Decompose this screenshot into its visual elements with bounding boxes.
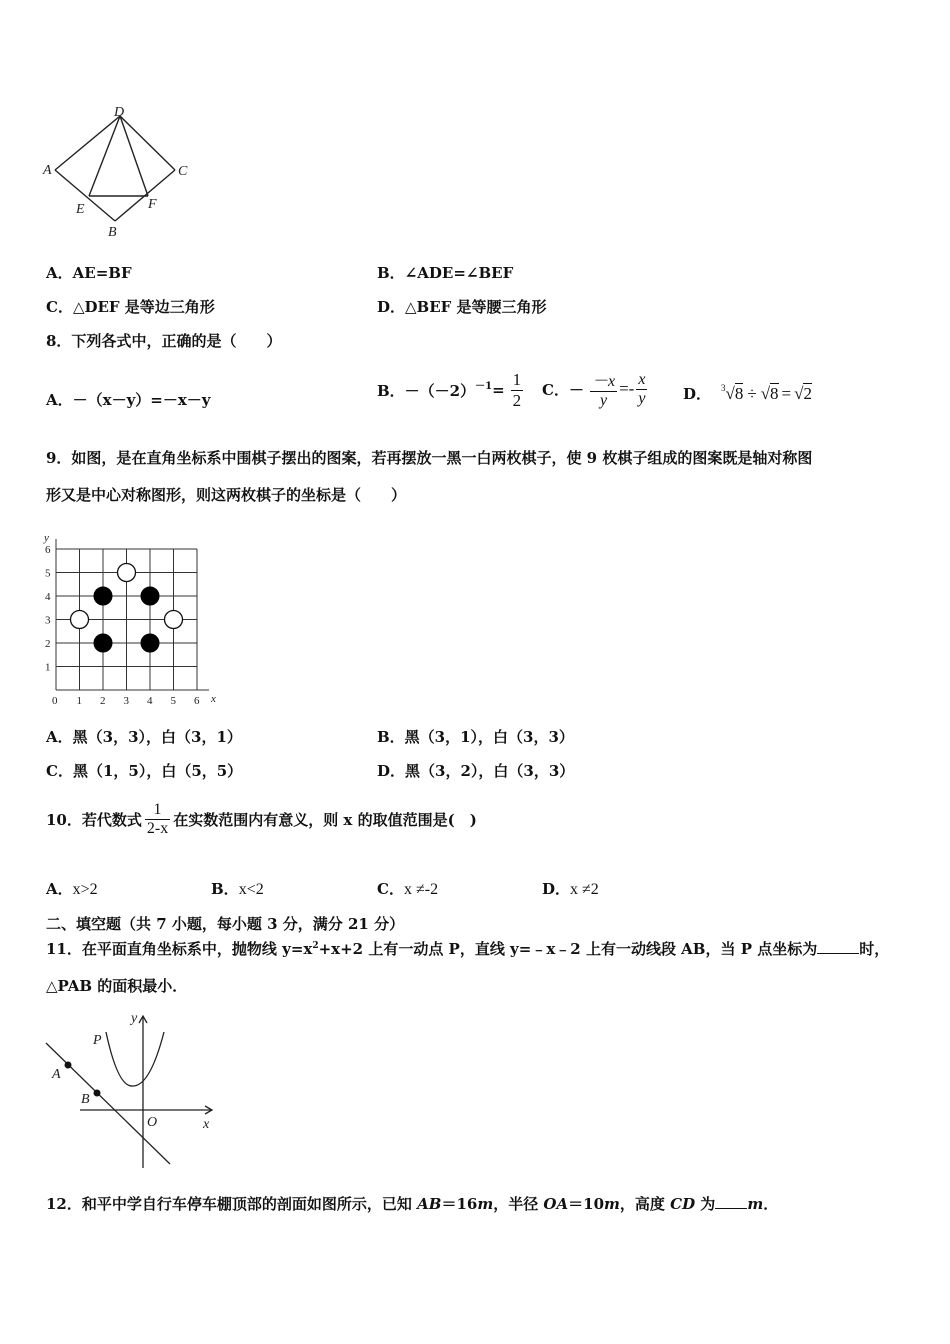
- q7-figure: [40, 104, 200, 240]
- q12-unit-2: m: [604, 1195, 620, 1213]
- q12-answer-blank: [715, 1194, 747, 1209]
- q9-y-tick-label: 2: [45, 638, 51, 650]
- q12-text-3: ，半径: [493, 1195, 544, 1213]
- q8-option-d-root-index: 3: [721, 382, 726, 393]
- q11-line-1-c: 时，: [859, 940, 890, 958]
- q8-option-d-radicand-1: 8: [734, 384, 744, 403]
- q7-label-e: E: [76, 202, 85, 217]
- q8-option-c-denominator-2: y: [638, 389, 646, 407]
- q7-label-b: B: [108, 225, 117, 240]
- q8-stem: 8．下列各式中，正确的是（ ）: [46, 332, 282, 350]
- section-2-heading: 二、填空题（共 7 小题，每小题 3 分，满分 21 分）: [46, 915, 405, 933]
- q9-option-c: C．黑（1，5），白（5，5）: [46, 762, 243, 780]
- radical-icon: √: [760, 383, 771, 403]
- q8-option-b-fraction: [511, 370, 524, 411]
- q10-option-d: [542, 878, 599, 899]
- q9-y-tick-label: 4: [45, 591, 51, 603]
- q8-option-c-denominator-1: y: [599, 392, 608, 409]
- q9-y-axis-label: y: [44, 532, 49, 544]
- radical-icon: √: [725, 383, 735, 403]
- q9-x-tick-label: 0: [52, 695, 58, 707]
- q9-stone-grid: [36, 520, 236, 710]
- q7-label-d: D: [114, 105, 125, 120]
- q12-ab: AB: [417, 1195, 442, 1213]
- q9-x-tick-label: 2: [100, 695, 106, 707]
- q8-option-c: [542, 366, 647, 412]
- q10-stem-suffix: 在实数范围内有意义，则 x 的取值范围是( ): [173, 810, 477, 829]
- q8-option-c-fraction-2: [636, 371, 647, 408]
- q8-option-d: [683, 383, 812, 404]
- q9-stem-line-2: 形又是中心对称图形，则这两枚棋子的坐标是（ ）: [46, 486, 407, 504]
- q9-y-tick-label: 6: [45, 544, 51, 556]
- q11-label-o: O: [147, 1115, 158, 1130]
- q9-black-stone: [94, 634, 112, 652]
- q7-edge-df: [120, 116, 148, 196]
- q7-option-a: A．AE=BF: [46, 264, 132, 282]
- q10-option-d-value: x ≠2: [570, 881, 599, 898]
- q10-stem: [46, 794, 477, 844]
- q8-option-a: A．－（x－y）=－x－y: [46, 391, 211, 409]
- q12-text-4: ＝10: [568, 1195, 605, 1213]
- q10-option-c-value: x ≠-2: [403, 881, 439, 898]
- q12-text-1: 12．和平中学自行车停车棚顶部的剖面如图所示，已知: [46, 1195, 418, 1213]
- q8-option-d-equals: =: [781, 383, 792, 403]
- q12-oa: OA: [543, 1195, 569, 1213]
- q8-option-c-prefix: C．－: [542, 380, 584, 399]
- q7-label-f: F: [148, 197, 157, 212]
- q12-text-5: ，高度: [619, 1195, 671, 1213]
- q9-option-a: A．黑（3，3），白（3，1）: [46, 728, 242, 746]
- q10-option-b: [211, 878, 264, 899]
- q11-answer-blank: [817, 939, 859, 954]
- q12-text-6: 为: [695, 1195, 716, 1213]
- q7-option-b: B．∠ADE=∠BEF: [377, 264, 514, 282]
- q9-x-tick-label: 3: [123, 695, 129, 707]
- q11-line-ab: [46, 1043, 170, 1164]
- q12-stem: [46, 1193, 778, 1214]
- q9-option-d: D．黑（3，2），白（3，3）: [377, 762, 575, 780]
- q11-label-b: B: [81, 1092, 90, 1107]
- q7-label-c: C: [178, 164, 188, 179]
- q7-option-c: C．△DEF 是等边三角形: [46, 298, 215, 316]
- q8-option-b-equals: =: [492, 381, 505, 399]
- q11-figure: [40, 1006, 220, 1172]
- q8-option-c-numerator-1: －x: [590, 368, 617, 392]
- q9-white-stone: [71, 611, 89, 629]
- q9-y-tick-label: 5: [45, 567, 51, 580]
- q10-fraction: [145, 801, 170, 838]
- q10-option-a-value: x>2: [72, 881, 98, 898]
- q8-option-b-denominator: 2: [512, 390, 522, 410]
- q8-option-c-fraction-1: [590, 368, 617, 410]
- q12-unit-3: m: [747, 1195, 764, 1213]
- q8-option-d-divide: ÷: [747, 383, 757, 403]
- q8-option-d-radicand-3: 2: [803, 384, 812, 403]
- q9-white-stone: [165, 611, 183, 629]
- q11-point-b: [94, 1090, 101, 1097]
- q12-unit-1: m: [477, 1195, 494, 1213]
- q11-line-1-b: +x+2 上有一动点 P，直线 y=﹣x﹣2 上有一动线段 AB，当 P 点坐标为: [318, 940, 818, 958]
- q8-option-b-prefix: B．－（－2）: [377, 381, 476, 400]
- q10-option-d-label: D．: [542, 880, 571, 898]
- q9-x-tick-label: 1: [76, 695, 82, 707]
- q11-label-x: x: [203, 1117, 210, 1132]
- q10-option-b-value: x<2: [238, 881, 264, 898]
- q7-label-a: A: [43, 163, 52, 178]
- q8-option-b-exponent: －1: [475, 380, 493, 392]
- q9-x-tick-label: 4: [147, 695, 153, 707]
- q8-option-b-numerator: 1: [512, 369, 522, 389]
- q8-option-b: [377, 368, 523, 412]
- q9-black-stone: [141, 634, 159, 652]
- q9-black-stone: [94, 587, 112, 605]
- q11-point-a: [65, 1062, 72, 1069]
- q7-option-d: D．△BEF 是等腰三角形: [377, 298, 547, 316]
- q11-line-1: [46, 938, 889, 959]
- q11-line-1-a: 11．在平面直角坐标系中，抛物线 y=x: [46, 940, 313, 958]
- q11-label-p: P: [93, 1033, 102, 1048]
- q11-label-a: A: [52, 1067, 61, 1082]
- q12-cd: CD: [670, 1195, 696, 1213]
- q9-white-stone: [118, 564, 136, 582]
- q10-fraction-numerator: 1: [145, 801, 170, 820]
- q8-option-d-expression: [721, 383, 812, 404]
- q8-option-d-radicand-2: 8: [770, 384, 779, 403]
- q8-option-c-numerator-2: x: [638, 370, 646, 388]
- q11-line-1-sup: 2: [312, 941, 319, 951]
- q8-option-d-prefix: D．: [683, 385, 712, 403]
- q7-edge-dc: [120, 116, 175, 170]
- radical-icon: √: [794, 383, 804, 403]
- q8-option-c-equals: =-: [619, 379, 635, 398]
- q11-label-y: y: [131, 1011, 138, 1026]
- q10-fraction-denominator: 2-x: [146, 819, 169, 837]
- q10-option-c-label: C．: [377, 880, 404, 898]
- q9-stem-line-1: 9．如图，是在直角坐标系中围棋子摆出的图案，若再摆放一黑一白两枚棋子，使 9 枚棋子组成的图案既是轴对称图: [46, 449, 813, 467]
- q9-x-tick-label: 5: [170, 695, 176, 707]
- q12-text-2: ＝16: [441, 1195, 478, 1213]
- q9-x-axis-label: x: [211, 693, 216, 705]
- q9-y-tick-label: 1: [45, 661, 51, 674]
- q9-x-tick-label: 6: [194, 695, 200, 707]
- q11-line-2: △PAB 的面积最小．: [46, 977, 188, 995]
- q10-option-a-label: A．: [46, 880, 73, 898]
- q12-text-7: ．: [763, 1195, 779, 1213]
- q11-parabola: [106, 1032, 164, 1086]
- q10-option-c: [377, 878, 438, 899]
- q10-option-a: [46, 878, 98, 899]
- q10-option-b-label: B．: [211, 880, 239, 898]
- q9-black-stone: [141, 587, 159, 605]
- q9-option-b: B．黑（3，1），白（3，3）: [377, 728, 574, 746]
- q9-y-tick-label: 3: [45, 614, 51, 627]
- q10-stem-prefix: 10．若代数式: [46, 810, 142, 829]
